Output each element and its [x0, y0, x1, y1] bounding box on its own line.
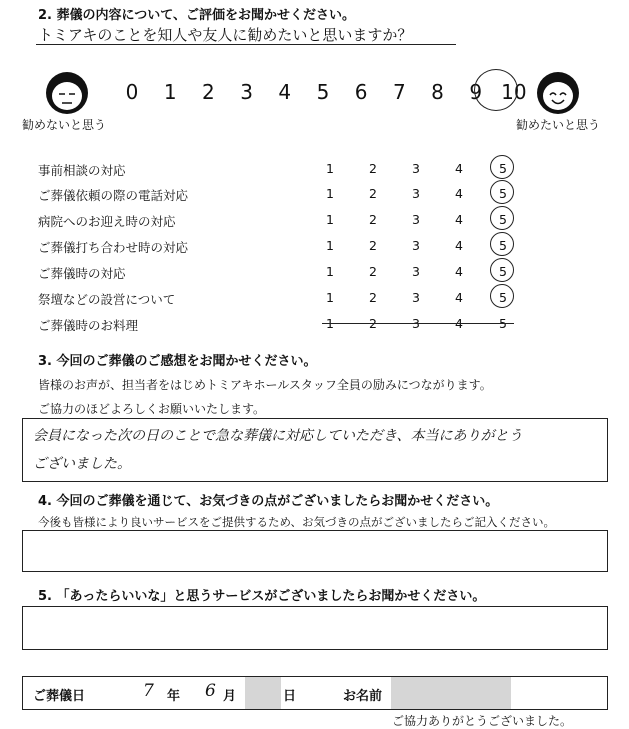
rating-option[interactable]: 3	[412, 290, 420, 305]
scale-option[interactable]: 0	[125, 80, 139, 104]
section2-heading: 2. 葬儀の内容について、ご評価をお聞かせください。	[38, 8, 355, 23]
item-label: ご葬儀依頼の際の電話対応	[38, 188, 189, 203]
rating-option[interactable]: 3	[412, 264, 420, 279]
handwritten-answer-line: ございました。	[33, 456, 131, 472]
item-label: 病院へのお迎え時の対応	[38, 214, 176, 229]
selected-rating-circle	[490, 155, 514, 179]
rating-option[interactable]: 5	[499, 316, 507, 331]
rating-option[interactable]: 1	[326, 264, 334, 279]
scale-option[interactable]: 6	[354, 80, 368, 104]
selected-rating-circle	[490, 232, 514, 256]
feedback-answer-box[interactable]	[22, 530, 608, 572]
item-label: ご葬儀時の対応	[38, 266, 126, 281]
rating-option[interactable]: 4	[455, 238, 463, 253]
rating-option[interactable]: 4	[455, 161, 463, 176]
scale-option[interactable]: 3	[240, 80, 253, 104]
rating-option-selected[interactable]: 5	[499, 186, 507, 201]
section5-heading: 5. 「あったらいいな」と思うサービスがございましたらお聞かせください。	[38, 589, 486, 604]
rating-option-selected[interactable]: 5	[499, 238, 507, 253]
rating-option[interactable]: 2	[369, 161, 377, 176]
rating-option[interactable]: 3	[412, 238, 420, 253]
section4-heading: 4. 今回のご葬儀を通じて、お気づきの点がございましたらお聞かせください。	[38, 494, 499, 509]
rating-option[interactable]: 4	[455, 316, 463, 331]
scale-option-selected[interactable]: 10	[501, 80, 527, 104]
rating-option[interactable]: 2	[369, 264, 377, 279]
service-suggestion-box[interactable]	[22, 606, 608, 650]
section3-heading: 3. 今回のご葬儀のご感想をお聞かせください。	[38, 354, 317, 369]
month-value[interactable]: 6	[205, 681, 216, 701]
month-label: 月	[223, 689, 237, 704]
rating-option[interactable]: 2	[369, 290, 377, 305]
scale-option[interactable]: 9	[469, 80, 483, 104]
rating-option[interactable]: 1	[326, 161, 334, 176]
section3-description: 皆様のお声が、担当者をはじめトミアキホールスタッフ全員の励みにつながります。	[38, 378, 492, 392]
selected-rating-circle	[490, 258, 514, 282]
selected-score-circle	[474, 69, 518, 111]
rating-option[interactable]: 4	[455, 212, 463, 227]
rating-option[interactable]: 2	[369, 212, 377, 227]
happy-face-icon	[537, 72, 579, 114]
rating-option[interactable]: 2	[369, 238, 377, 253]
selected-rating-circle	[490, 284, 514, 308]
item-label: ご葬儀打ち合わせ時の対応	[38, 240, 189, 255]
scale-option[interactable]: 7	[392, 80, 406, 104]
redacted-day	[245, 677, 281, 709]
scale-option[interactable]: 4	[278, 80, 292, 104]
question-underline	[36, 44, 456, 45]
recommend-scale	[118, 80, 528, 104]
scale-option[interactable]: 8	[431, 80, 444, 104]
scale-option[interactable]: 5	[316, 80, 330, 104]
rating-option[interactable]: 2	[369, 316, 377, 331]
year-value[interactable]: 7	[143, 681, 154, 701]
rating-option-selected[interactable]: 5	[499, 264, 507, 279]
day-label: 日	[283, 689, 297, 704]
rating-option[interactable]: 3	[412, 316, 420, 331]
section3-description-2: ご協力のほどよろしくお願いいたします。	[38, 402, 266, 416]
rating-option[interactable]: 4	[455, 186, 463, 201]
year-label: 年	[167, 689, 181, 704]
rating-option[interactable]: 1	[326, 186, 334, 201]
item-label: 事前相談の対応	[38, 163, 126, 178]
section4-description: 今後も皆様により良いサービスをご提供するため、お気づきの点がございましたらご記入ください。	[38, 515, 556, 529]
rating-option-selected[interactable]: 5	[499, 212, 507, 227]
scale-option[interactable]: 2	[202, 80, 215, 104]
rating-option[interactable]: 1	[326, 316, 334, 331]
rating-option[interactable]: 4	[455, 264, 463, 279]
thank-you-note: ご協力ありがとうございました。	[392, 714, 573, 728]
selected-rating-circle	[490, 180, 514, 204]
selected-rating-circle	[490, 206, 514, 230]
rating-option[interactable]: 3	[412, 186, 420, 201]
item-label: 祭壇などの設営について	[38, 292, 176, 307]
rating-option[interactable]: 1	[326, 238, 334, 253]
rating-option[interactable]: 1	[326, 212, 334, 227]
rating-option[interactable]: 3	[412, 161, 420, 176]
left-scale-label: 勧めないと思う	[22, 118, 107, 132]
name-label: お名前	[343, 689, 383, 704]
strikethrough-line	[322, 323, 514, 324]
impressions-answer-box[interactable]	[22, 418, 608, 482]
rating-option-selected[interactable]: 5	[499, 290, 507, 305]
redacted-name	[391, 677, 511, 709]
item-label: ご葬儀時のお料理	[38, 318, 139, 333]
rating-option[interactable]: 4	[455, 290, 463, 305]
funeral-date-label: ご葬儀日	[33, 689, 86, 704]
sad-face-icon	[46, 72, 88, 114]
rating-option[interactable]: 2	[369, 186, 377, 201]
footer-info-box	[22, 676, 608, 710]
rating-option-selected[interactable]: 5	[499, 161, 507, 176]
rating-option[interactable]: 1	[326, 290, 334, 305]
scale-option[interactable]: 1	[163, 80, 177, 104]
right-scale-label: 勧めたいと思う	[516, 118, 601, 132]
handwritten-answer-line: 会員になった次の日のことで急な葬儀に対応していただき、本当にありがとう	[33, 428, 523, 444]
rating-option[interactable]: 3	[412, 212, 420, 227]
recommend-question: トミアキのことを知人や友人に勧めたいと思いますか？	[38, 26, 413, 44]
